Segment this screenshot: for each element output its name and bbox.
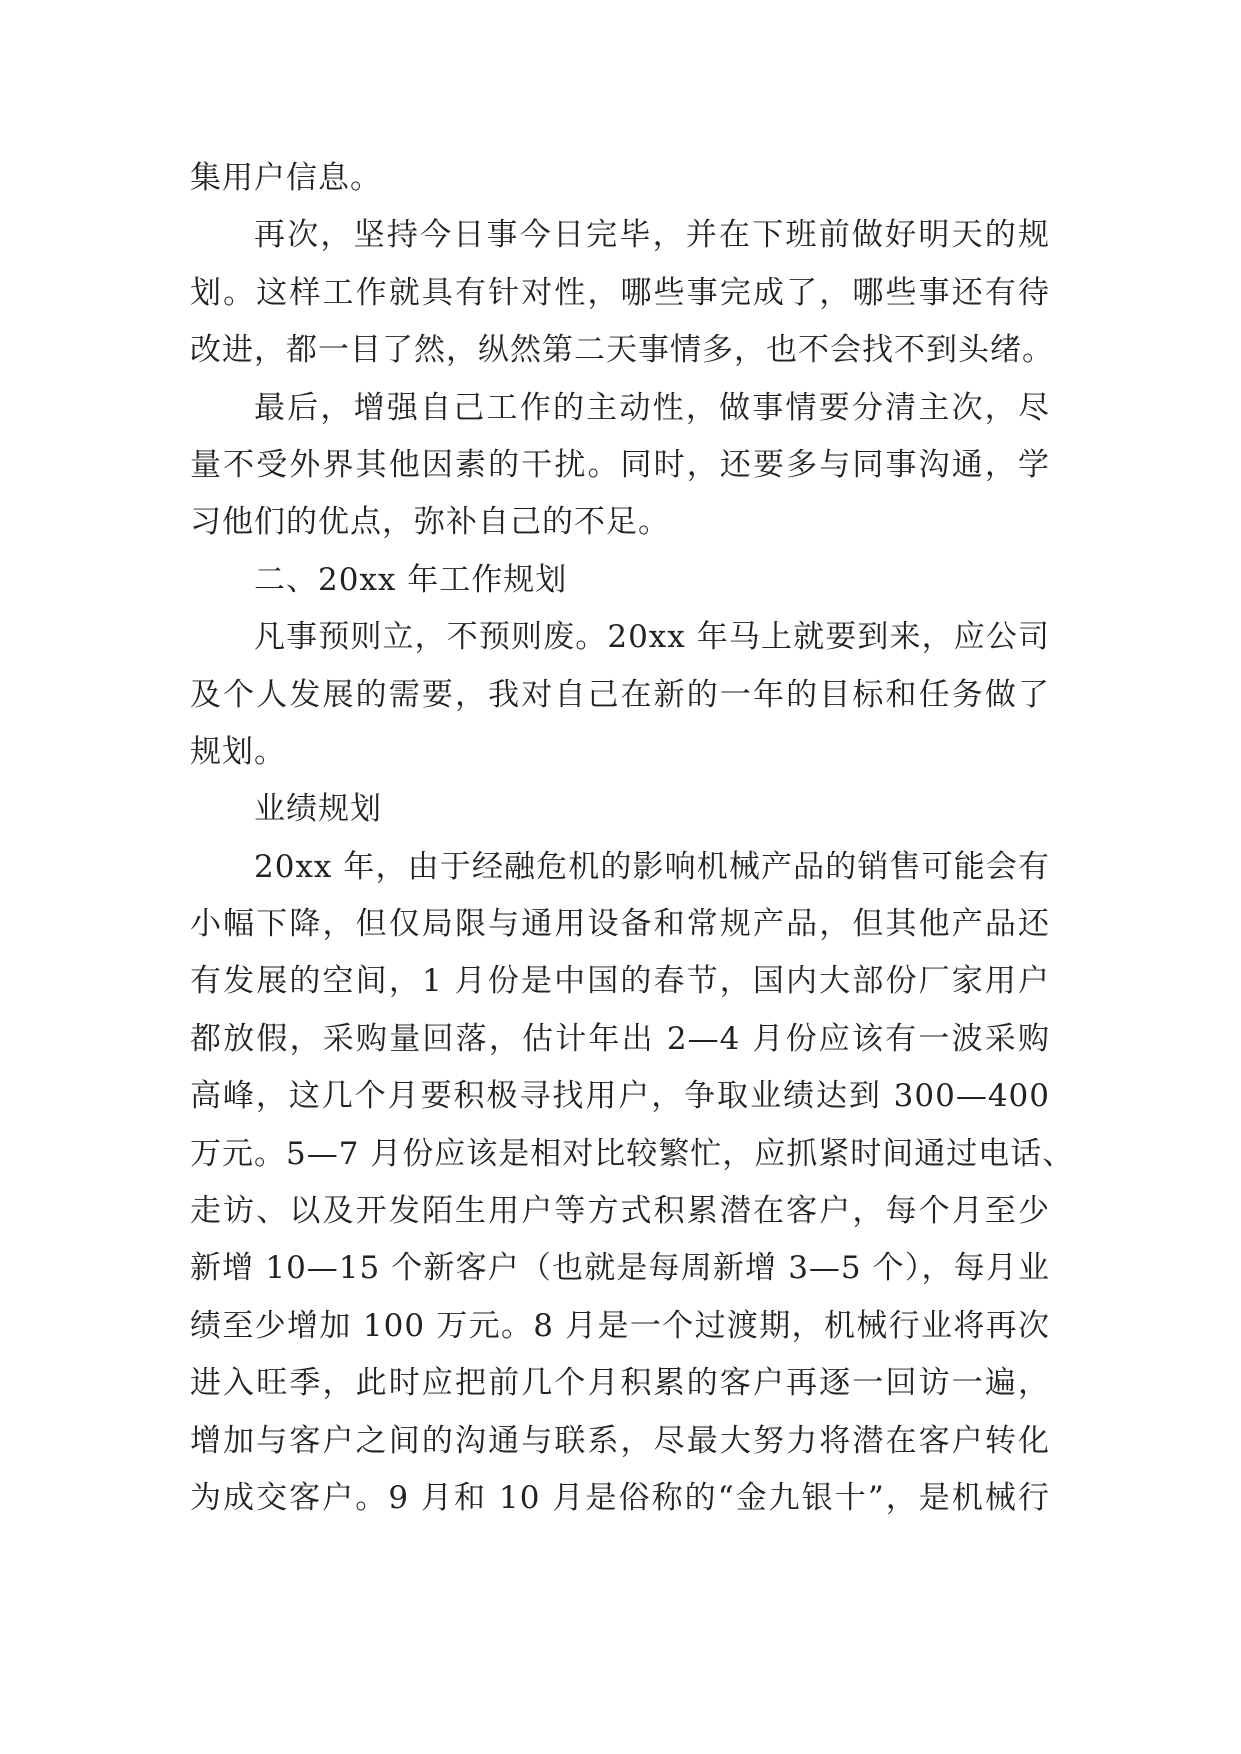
text-line: 最后，增强自己工作的主动性，做事情要分清主次，尽 xyxy=(254,389,1050,426)
text-line: 及个人发展的需要，我对自己在新的一年的目标和任务做了 xyxy=(190,676,1050,713)
text-line: 小幅下降，但仅局限与通用设备和常规产品，但其他产品还 xyxy=(190,906,1050,943)
text-line: 习他们的优点，弥补自己的不足。 xyxy=(190,504,670,541)
text-line: 都放假，采购量回落，估计年出 2—4 月份应该有一波采购 xyxy=(190,1020,1050,1057)
text-line: 绩至少增加 100 万元。8 月是一个过渡期，机械行业将再次 xyxy=(190,1307,1050,1344)
text-line: 增加与客户之间的沟通与联系，尽最大努力将潜在客户转化 xyxy=(190,1422,1050,1459)
text-line: 量不受外界其他因素的干扰。同时，还要多与同事沟通，学 xyxy=(190,446,1050,483)
text-line: 改进，都一目了然，纵然第二天事情多，也不会找不到头绪。 xyxy=(190,332,1054,369)
text-line: 再次，坚持今日事今日完毕，并在下班前做好明天的规 xyxy=(254,217,1050,254)
text-line: 走访、以及开发陌生用户等方式积累潜在客户，每个月至少 xyxy=(190,1193,1050,1230)
text-line: 高峰，这几个月要积极寻找用户，争取业绩达到 300—400 xyxy=(190,1078,1050,1115)
text-line: 有发展的空间，1 月份是中国的春节，国内大部份厂家用户 xyxy=(190,963,1050,1000)
text-line: 凡事预则立，不预则废。20xx 年马上就要到来，应公司 xyxy=(254,619,1050,656)
text-line: 20xx 年，由于经融危机的影响机械产品的销售可能会有 xyxy=(254,848,1050,885)
text-line: 划。这样工作就具有针对性，哪些事完成了，哪些事还有待 xyxy=(190,274,1050,311)
text-line: 万元。5—7 月份应该是相对比较繁忙，应抓紧时间通过电话、 xyxy=(190,1135,1075,1172)
text-line: 二、20xx 年工作规划 xyxy=(254,561,568,598)
text-line: 为成交客户。9 月和 10 月是俗称的“金九银十”，是机械行 xyxy=(190,1479,1050,1516)
text-line: 进入旺季，此时应把前几个月积累的客户再逐一回访一遍， xyxy=(190,1365,1050,1402)
text-line: 规划。 xyxy=(190,733,286,770)
text-line: 集用户信息。 xyxy=(190,160,382,196)
text-line: 新增 10—15 个新客户（也就是每周新增 3—5 个），每月业 xyxy=(190,1250,1050,1287)
document-body xyxy=(190,150,1075,1527)
text-line: 业绩规划 xyxy=(254,791,382,828)
